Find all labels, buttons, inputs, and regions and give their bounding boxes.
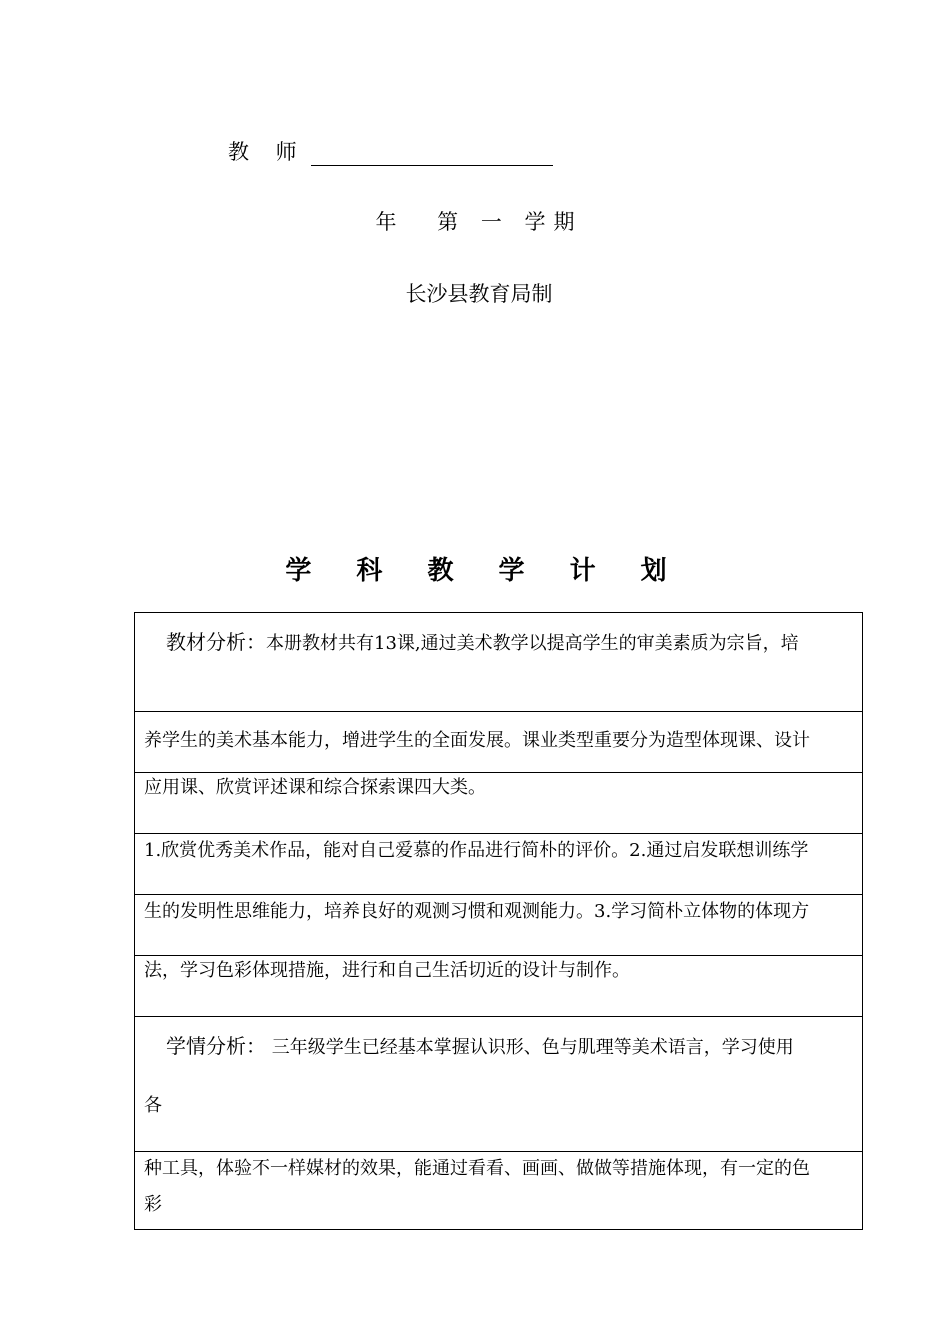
table-row [135, 1017, 863, 1152]
teaching-plan-table [134, 612, 863, 1230]
cell-text: 生的发明性思维能力，培养良好的观测习惯和观测能力。3.学习简朴立体物的体现方 [144, 901, 810, 922]
student-analysis-label: 学情分析： [166, 1034, 266, 1058]
table-row [135, 834, 863, 895]
table-cell [135, 712, 863, 773]
cell-text: 应用课、欣赏评述课和综合探索课四大类。 [144, 777, 486, 798]
table-cell [135, 834, 863, 895]
textbook-analysis-label: 教材分析： [166, 630, 266, 654]
table-row [135, 613, 863, 712]
plan-title: 学 科 教 学 计 划 [285, 556, 685, 586]
table-row [135, 895, 863, 956]
table-row [135, 773, 863, 834]
issuer-bureau: 长沙县教育局制 [405, 282, 553, 306]
cell-text: 1.欣赏优秀美术作品，能对自己爱慕的作品进行简朴的评价。2.通过启发联想训练学 [144, 840, 809, 861]
table-cell [135, 1017, 863, 1152]
table-cell [135, 773, 863, 834]
teacher-name-blank[interactable] [311, 143, 553, 166]
cell-text: 各 [144, 1095, 162, 1116]
cell-text: 养学生的美术基本能力，增进学生的全面发展。课业类型重要分为造型体现课、设计 [144, 730, 810, 751]
table-row [135, 1152, 863, 1230]
semester-line [0, 206, 950, 236]
table-row [135, 956, 863, 1017]
cell-text: 三年级学生已经基本掌握认识形、色与肌理等美术语言，学习使用 [266, 1037, 794, 1058]
table-cell [135, 613, 863, 712]
table-row [135, 712, 863, 773]
teacher-label: 教 师 [228, 140, 307, 164]
table-cell [135, 895, 863, 956]
cell-text: 彩 [144, 1194, 162, 1215]
table-cell [135, 956, 863, 1017]
cell-text: 种工具，体验不一样媒材的效果，能通过看看、画画、做做等措施体现，有一定的色 [144, 1158, 810, 1179]
cell-text: 本册教材共有13课,通过美术教学以提高学生的审美素质为宗旨，培 [266, 633, 799, 654]
term-label: 第 一 学期 [437, 210, 583, 234]
teacher-field [228, 136, 553, 166]
year-label: 年 [375, 210, 397, 234]
cell-text: 法，学习色彩体现措施，进行和自己生活切近的设计与制作。 [144, 960, 630, 981]
table-cell [135, 1152, 863, 1230]
